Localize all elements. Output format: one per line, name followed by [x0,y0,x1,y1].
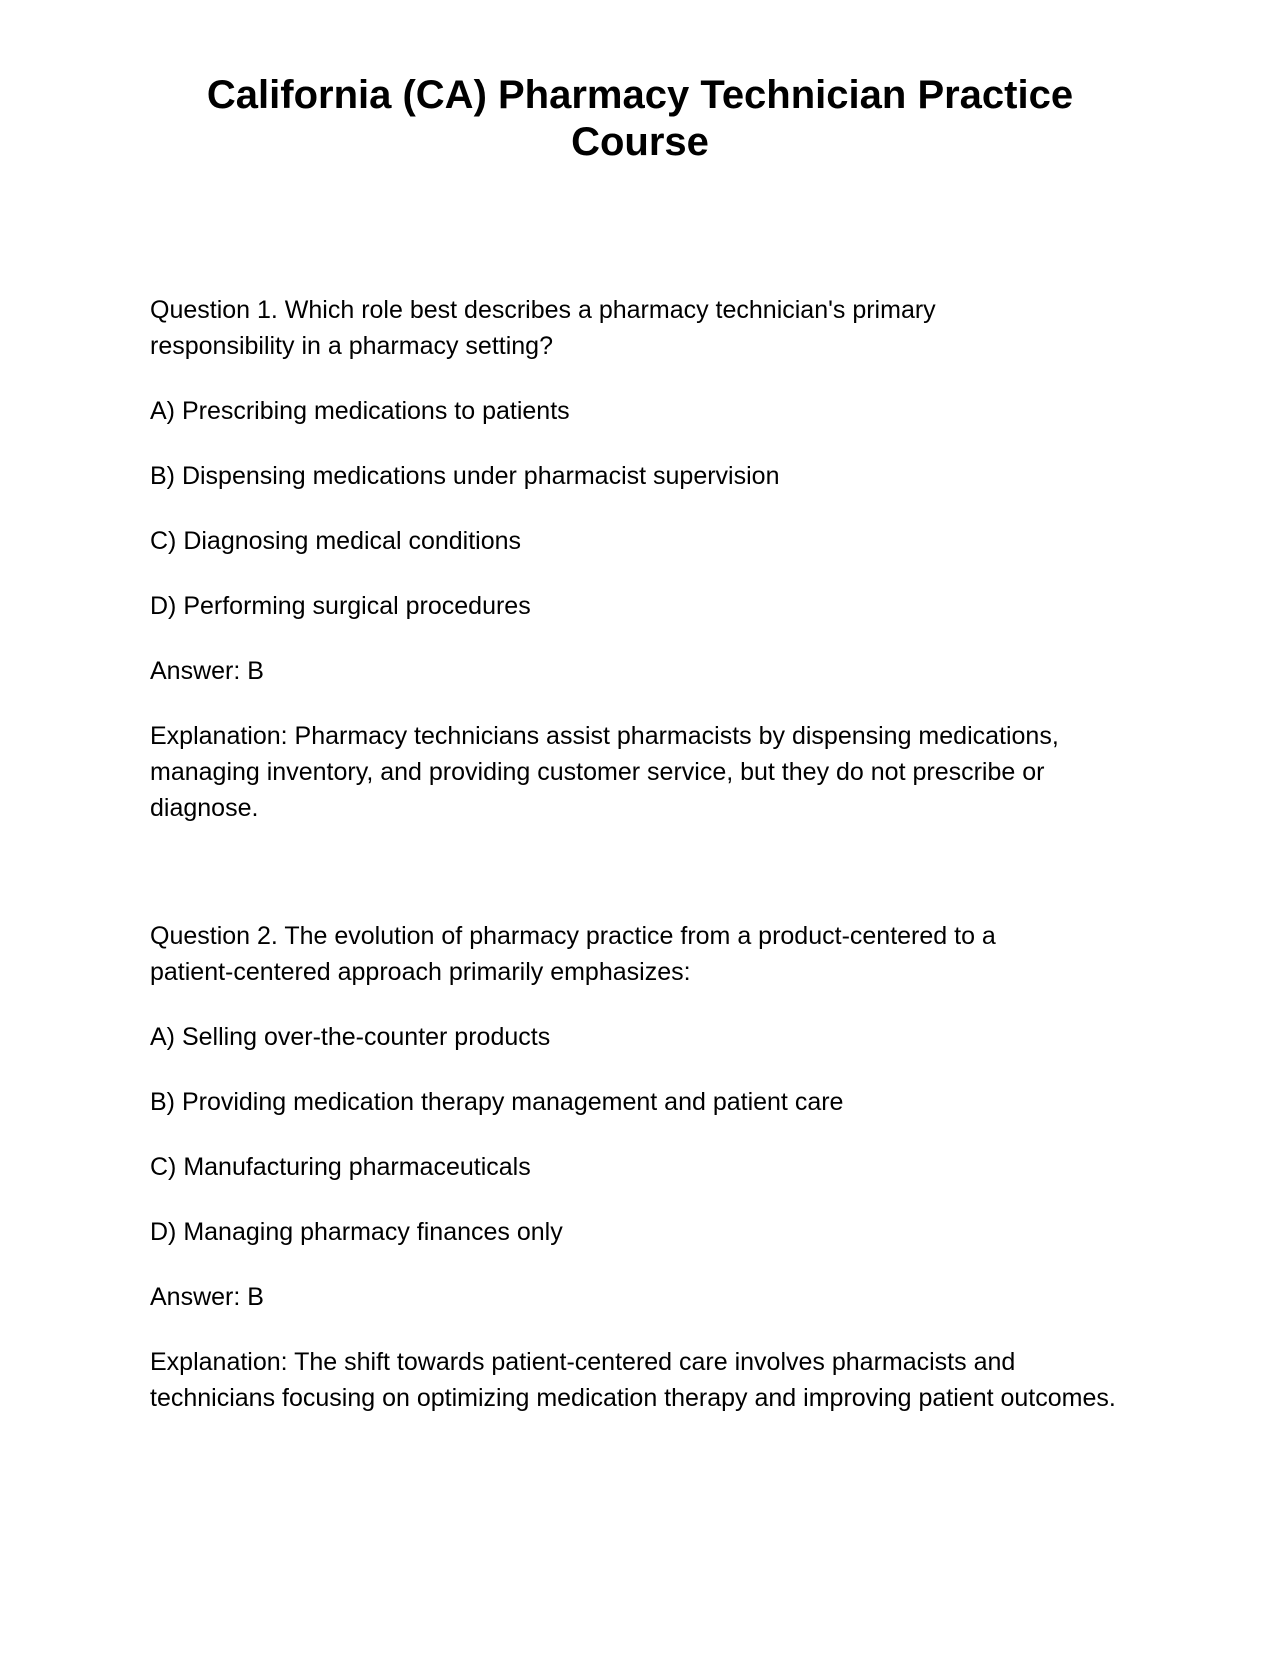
question-1-explanation: Explanation: Pharmacy technicians assist pharmacists by dispensing medications, managing inventory, and providing customer service, but they do not prescribe or diagnose. [150,722,1059,822]
question-2-explanation: Explanation: The shift towards patient-centered care involves pharmacists and technicians focusing on optimizing medication therapy and improving patient outcomes. [150,1348,1116,1412]
question-2-option-a: A) Selling over-the-counter products [150,1023,551,1051]
document-title: California (CA) Pharmacy Technician Practice Course [206,73,1074,164]
question-block-2 [150,918,1140,1416]
question-1-option-b: B) Dispensing medications under pharmacist supervision [150,462,780,490]
question-2-option-c: C) Manufacturing pharmaceuticals [150,1153,531,1181]
question-1-option-c: C) Diagnosing medical conditions [150,527,522,555]
question-1-option-d: D) Performing surgical procedures [150,592,531,620]
question-block-1 [150,292,1140,826]
question-2-answer: Answer: B [150,1283,264,1311]
question-1-option-a: A) Prescribing medications to patients [150,397,570,425]
question-2-option-d: D) Managing pharmacy finances only [150,1218,563,1246]
question-1-answer: Answer: B [150,657,264,685]
question-1-text: Question 1. Which role best describes a pharmacy technician's primary responsibility in a pharmacy setting? [150,296,936,360]
question-2-option-b: B) Providing medication therapy management and patient care [150,1088,844,1116]
question-2-text: Question 2. The evolution of pharmacy practice from a product-centered to a patient-centered approach primarily emphasizes: [150,922,996,986]
